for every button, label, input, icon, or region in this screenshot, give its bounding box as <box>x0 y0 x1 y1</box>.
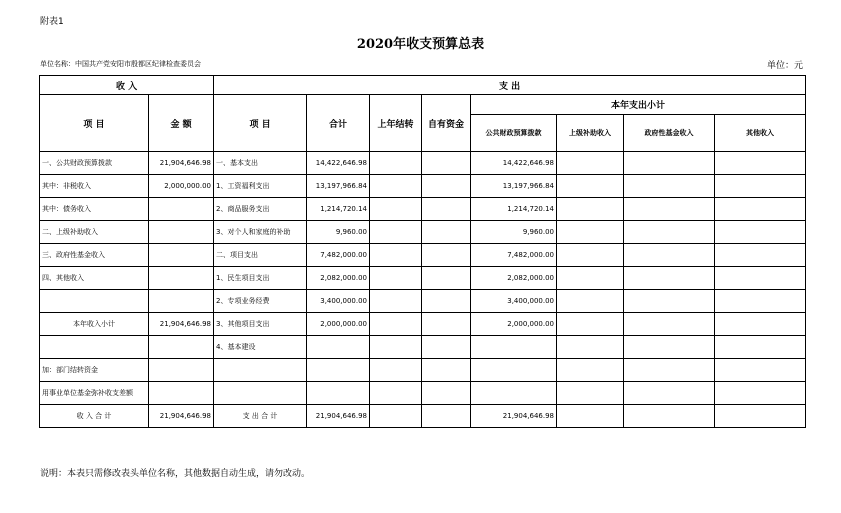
other-income-cell <box>715 152 806 175</box>
carryover-cell <box>370 221 422 244</box>
public-budget-cell: 14,422,646.98 <box>471 152 557 175</box>
fund-income-cell <box>624 405 715 428</box>
income-item-cell: 其中：债务收入 <box>40 198 149 221</box>
public-budget-cell: 2,000,000.00 <box>471 313 557 336</box>
carryover-cell <box>370 359 422 382</box>
public-budget-cell: 1,214,720.14 <box>471 198 557 221</box>
fund-income-cell <box>624 244 715 267</box>
carryover-cell <box>370 313 422 336</box>
budget-table <box>39 75 806 428</box>
income-amount-cell <box>149 336 214 359</box>
table-row <box>40 175 806 198</box>
table-row <box>40 405 806 428</box>
public-budget-cell: 21,904,646.98 <box>471 405 557 428</box>
self-funds-cell <box>422 382 471 405</box>
other-income-cell <box>715 198 806 221</box>
fund-income-cell <box>624 152 715 175</box>
table-row <box>40 198 806 221</box>
other-income-cell <box>715 175 806 198</box>
income-item-cell <box>40 336 149 359</box>
table-row <box>40 359 806 382</box>
unit-label: 单位：元 <box>766 61 803 71</box>
public-budget-cell: 9,960.00 <box>471 221 557 244</box>
self-funds-cell <box>422 359 471 382</box>
expense-item-cell: 2、商品服务支出 <box>214 198 307 221</box>
public-budget-cell: 13,197,966.84 <box>471 175 557 198</box>
total-cell <box>307 359 370 382</box>
self-funds-cell <box>422 267 471 290</box>
income-item-cell <box>40 290 149 313</box>
superior-subsidy-cell <box>557 198 624 221</box>
self-funds-header: 自有资金 <box>422 95 471 152</box>
income-item-cell: 四、其他收入 <box>40 267 149 290</box>
expense-item-cell: 1、工资福利支出 <box>214 175 307 198</box>
self-funds-cell <box>422 313 471 336</box>
page-title: 2020年收支预算总表 <box>356 37 485 52</box>
total-cell: 7,482,000.00 <box>307 244 370 267</box>
income-amount-cell <box>149 244 214 267</box>
income-amount-cell <box>149 290 214 313</box>
income-item-cell: 三、政府性基金收入 <box>40 244 149 267</box>
other-income-cell <box>715 382 806 405</box>
expense-item-cell <box>214 382 307 405</box>
superior-subsidy-cell <box>557 244 624 267</box>
income-amount-cell <box>149 198 214 221</box>
self-funds-cell <box>422 221 471 244</box>
income-total-label: 收 入 合 计 <box>40 405 149 428</box>
carryover-cell <box>370 290 422 313</box>
income-amount-cell: 21,904,646.98 <box>149 313 214 336</box>
superior-subsidy-cell <box>557 267 624 290</box>
expense-total-label: 支 出 合 计 <box>214 405 307 428</box>
carryover-cell <box>370 336 422 359</box>
other-income-cell <box>715 221 806 244</box>
income-amount-cell <box>149 221 214 244</box>
income-amount-cell <box>149 382 214 405</box>
superior-subsidy-cell <box>557 152 624 175</box>
income-amount-cell: 21,904,646.98 <box>149 152 214 175</box>
fund-income-cell <box>624 198 715 221</box>
other-income-cell <box>715 290 806 313</box>
expense-item-cell: 4、基本建设 <box>214 336 307 359</box>
carryover-cell <box>370 405 422 428</box>
public-budget-header: 公共财政预算拨款 <box>471 115 557 152</box>
public-budget-cell: 7,482,000.00 <box>471 244 557 267</box>
income-item-cell: 本年收入小计 <box>40 313 149 336</box>
other-income-cell <box>715 244 806 267</box>
income-amount-cell: 2,000,000.00 <box>149 175 214 198</box>
other-income-cell <box>715 267 806 290</box>
other-income-cell <box>715 405 806 428</box>
self-funds-cell <box>422 290 471 313</box>
fund-income-cell <box>624 175 715 198</box>
expense-item-cell: 3、对个人和家庭的补助 <box>214 221 307 244</box>
total-cell: 14,422,646.98 <box>307 152 370 175</box>
income-amount-header: 金 额 <box>149 95 214 152</box>
table-row <box>40 221 806 244</box>
superior-subsidy-cell <box>557 336 624 359</box>
superior-subsidy-cell <box>557 175 624 198</box>
table-row <box>40 290 806 313</box>
self-funds-cell <box>422 152 471 175</box>
table-row <box>40 313 806 336</box>
carryover-cell <box>370 382 422 405</box>
total-cell: 2,082,000.00 <box>307 267 370 290</box>
footnote: 说明：本表只需修改表头单位名称，其他数据自动生成，请勿改动。 <box>40 469 311 479</box>
self-funds-cell <box>422 405 471 428</box>
public-budget-cell <box>471 359 557 382</box>
fund-income-cell <box>624 359 715 382</box>
income-total-amount: 21,904,646.98 <box>149 405 214 428</box>
fund-income-cell <box>624 267 715 290</box>
total-cell: 9,960.00 <box>307 221 370 244</box>
expense-item-cell: 二、项目支出 <box>214 244 307 267</box>
self-funds-cell <box>422 336 471 359</box>
total-cell: 13,197,966.84 <box>307 175 370 198</box>
public-budget-cell <box>471 336 557 359</box>
fund-income-header: 政府性基金收入 <box>624 115 715 152</box>
total-cell <box>307 382 370 405</box>
fund-income-cell <box>624 336 715 359</box>
total-cell: 2,000,000.00 <box>307 313 370 336</box>
expense-item-header: 项 目 <box>214 95 307 152</box>
subtotal-header: 本年支出小计 <box>471 95 806 115</box>
income-item-cell: 二、上级补助收入 <box>40 221 149 244</box>
superior-subsidy-cell <box>557 405 624 428</box>
income-amount-cell <box>149 267 214 290</box>
table-row <box>40 152 806 175</box>
carryover-cell <box>370 152 422 175</box>
public-budget-cell: 3,400,000.00 <box>471 290 557 313</box>
expense-item-cell <box>214 359 307 382</box>
other-income-cell <box>715 359 806 382</box>
income-item-header: 项 目 <box>40 95 149 152</box>
org-name: 单位名称：中国共产党安阳市殷都区纪律检查委员会 <box>40 60 201 68</box>
income-amount-cell <box>149 359 214 382</box>
expense-item-cell: 2、专项业务经费 <box>214 290 307 313</box>
fund-income-cell <box>624 221 715 244</box>
total-cell: 1,214,720.14 <box>307 198 370 221</box>
fund-income-cell <box>624 382 715 405</box>
expense-item-cell: 一、基本支出 <box>214 152 307 175</box>
other-income-header: 其他收入 <box>715 115 806 152</box>
fund-income-cell <box>624 290 715 313</box>
income-item-cell: 用事业单位基金弥补收支差额 <box>40 382 149 405</box>
superior-subsidy-cell <box>557 221 624 244</box>
carryover-header: 上年结转 <box>370 95 422 152</box>
total-cell <box>307 336 370 359</box>
carryover-cell <box>370 175 422 198</box>
superior-subsidy-cell <box>557 382 624 405</box>
public-budget-cell: 2,082,000.00 <box>471 267 557 290</box>
self-funds-cell <box>422 198 471 221</box>
expense-item-cell: 3、其他项目支出 <box>214 313 307 336</box>
table-row <box>40 336 806 359</box>
self-funds-cell <box>422 175 471 198</box>
income-item-cell: 其中：非税收入 <box>40 175 149 198</box>
total-header: 合计 <box>307 95 370 152</box>
public-budget-cell <box>471 382 557 405</box>
expense-section-header: 支 出 <box>214 76 806 95</box>
total-cell: 21,904,646.98 <box>307 405 370 428</box>
table-row <box>40 267 806 290</box>
total-cell: 3,400,000.00 <box>307 290 370 313</box>
income-item-cell: 一、公共财政预算拨款 <box>40 152 149 175</box>
self-funds-cell <box>422 244 471 267</box>
carryover-cell <box>370 267 422 290</box>
superior-subsidy-cell <box>557 313 624 336</box>
fund-income-cell <box>624 313 715 336</box>
carryover-cell <box>370 198 422 221</box>
superior-subsidy-cell <box>557 290 624 313</box>
other-income-cell <box>715 336 806 359</box>
income-section-header: 收 入 <box>40 76 214 95</box>
table-row <box>40 244 806 267</box>
carryover-cell <box>370 244 422 267</box>
expense-item-cell: 1、民生项目支出 <box>214 267 307 290</box>
superior-subsidy-header: 上级补助收入 <box>557 115 624 152</box>
attachment-label: 附表1 <box>40 17 64 27</box>
other-income-cell <box>715 313 806 336</box>
income-item-cell: 加：部门结转资金 <box>40 359 149 382</box>
table-row <box>40 382 806 405</box>
superior-subsidy-cell <box>557 359 624 382</box>
